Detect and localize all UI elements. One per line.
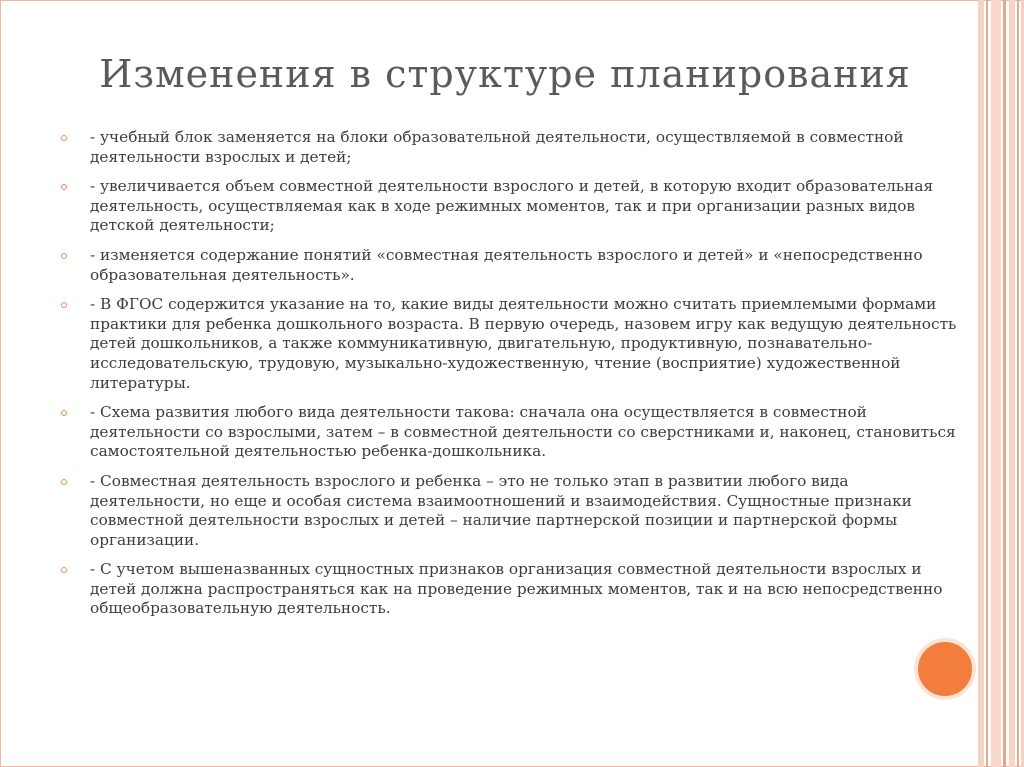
list-item-text: - В ФГОС содержится указание на то, какие виды деятельности можно считать приемлемыми формами практики для ребенка дошкольного возраста. В первую очередь, назовем игру как ведущую деятельность детей дошкольников, а также коммуникативную, двигательную, продуктивную, познавательно-исследовательскую, трудовую, музыкально-художественную, чтение (восприятие) художественной литературы.	[90, 295, 957, 392]
circle-bullet-icon	[61, 410, 67, 416]
decorative-stripe	[1009, 0, 1015, 767]
list-item	[58, 403, 968, 462]
decorative-circle-icon	[914, 638, 976, 700]
list-item-text: - учебный блок заменяется на блоки образовательной деятельности, осуществляемой в совместной деятельности взрослых и детей;	[90, 128, 904, 166]
circle-bullet-icon	[61, 253, 67, 259]
circle-bullet-icon	[61, 135, 67, 141]
frame-left-line	[0, 0, 1, 767]
circle-bullet-icon	[61, 567, 67, 573]
decorative-stripe	[1003, 0, 1006, 767]
circle-bullet-icon	[61, 479, 67, 485]
list-item-text: - Схема развития любого вида деятельности такова: сначала она осуществляется в совместной деятельности со взрослыми, затем – в совместной деятельности со сверстниками и, наконец, становиться самостоятельной деятельностью ребенка-дошкольника.	[90, 403, 956, 461]
list-item-text: - С учетом вышеназванных сущностных признаков организация совместной деятельности взрослых и детей должна распространяться как на проведение режимных моментов, так и на всю непосредственно общеобразовательную деятельность.	[90, 560, 943, 618]
list-item	[58, 472, 968, 550]
list-item-text: - Совместная деятельность взрослого и ребенка – это не только этап в развитии любого вида деятельности, но еще и особая система взаимоотношений и взаимодействия. Сущностные признаки совместной деятельности взрослых и детей – наличие партнерской позиции и партнерской формы организации.	[90, 471, 912, 549]
list-item	[58, 560, 968, 619]
list-item	[58, 177, 968, 236]
bullet-list	[58, 128, 968, 629]
frame-top-line	[0, 0, 1024, 1]
list-item	[58, 128, 968, 167]
list-item	[58, 246, 968, 285]
circle-bullet-icon	[61, 302, 67, 308]
decorative-stripe	[991, 0, 1001, 767]
decorative-stripe	[978, 0, 984, 767]
list-item	[58, 295, 968, 393]
decorative-stripe	[1017, 0, 1019, 767]
list-item-text: - увеличивается объем совместной деятельности взрослого и детей, в которую входит образовательная деятельность, осуществляемая как в ходе режимных моментов, так и при организации разных видов детской деятельности;	[90, 177, 934, 235]
slide-title: Изменения в структуре планирования	[99, 52, 911, 96]
circle-bullet-icon	[61, 184, 67, 190]
list-item-text: - изменяется содержание понятий «совместная деятельность взрослого и детей» и «непосредственно образовательная деятельность».	[90, 245, 923, 284]
decorative-stripe	[986, 0, 988, 767]
